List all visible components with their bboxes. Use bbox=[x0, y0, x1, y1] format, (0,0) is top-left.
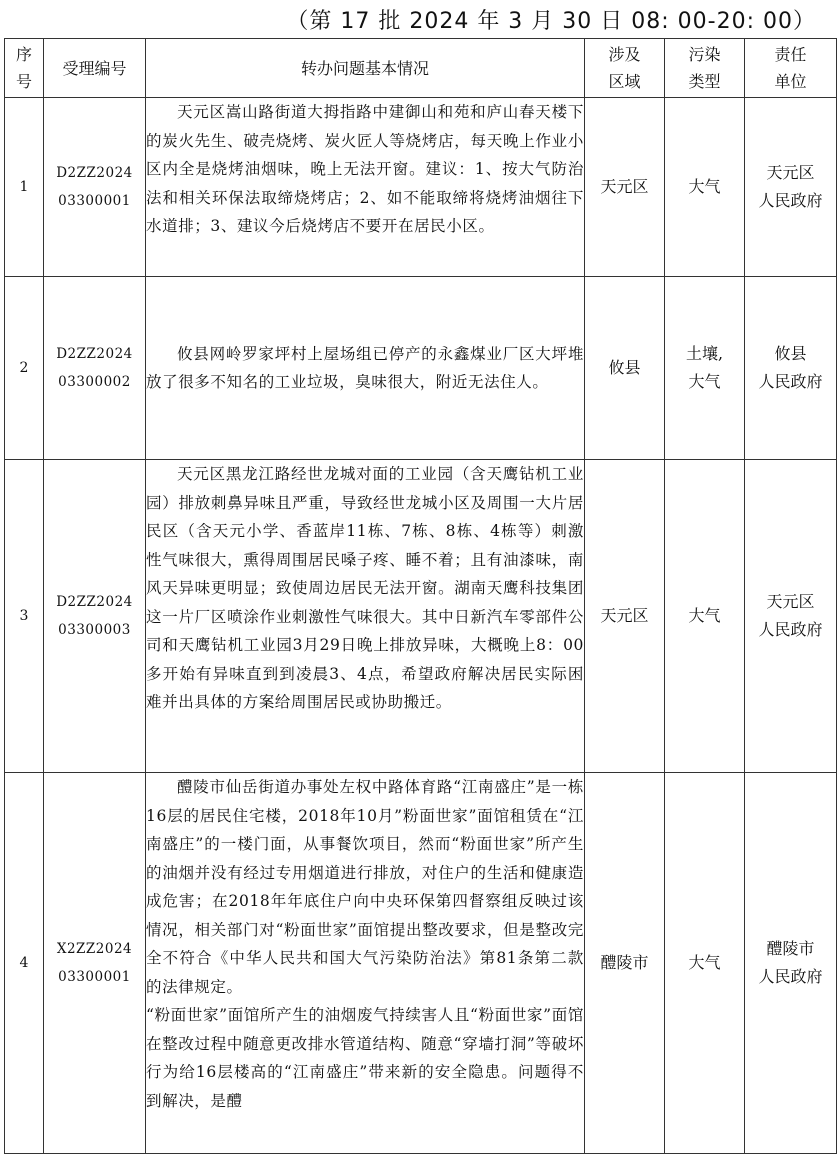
row-area: 攸县 bbox=[585, 277, 665, 460]
row-description: 醴陵市仙岳街道办事处左权中路体育路“江南盛庄”是一栋16层的居民住宅楼，2018年10月”粉面世家”面馆租赁在“江南盛庄”的一楼门面，从事餐饮项目，然而“粉面世家”所产生的油烟并没有经过专用烟道进行排放，对住户的生活和健康造成危害；在2018年年底住户向中央环保第四督察组反映过该情况，相关部门对“粉面世家”面馆提出整改要求，但是整改完全不符合《中华人民共和国大气污染防治法》第81条第二款的法律规定。 “粉面世家”面馆所产生的油烟废气持续害人且“粉面世家”面馆在整改过程中随意更改排水管道结构、随意“穿墙打洞”等破坏行为给16层楼高的“江南盛庄”带来新的安全隐患。问题得不到解决，是醴 bbox=[146, 773, 585, 1154]
table-row bbox=[5, 98, 837, 277]
row-description: 攸县网岭罗家坪村上屋场组已停产的永鑫煤业厂区大坪堆放了很多不知名的工业垃圾，臭味很大，附近无法住人。 bbox=[146, 277, 585, 460]
table-row bbox=[5, 460, 837, 773]
row-pollution-type: 大气 bbox=[665, 98, 745, 277]
header-unit: 责任 单位 bbox=[745, 39, 837, 98]
row-responsible-unit: 醴陵市 人民政府 bbox=[745, 773, 837, 1154]
header-area: 涉及 区域 bbox=[585, 39, 665, 98]
row-area: 醴陵市 bbox=[585, 773, 665, 1154]
header-code: 受理编号 bbox=[44, 39, 146, 98]
row-responsible-unit: 天元区 人民政府 bbox=[745, 98, 837, 277]
row-seq: 2 bbox=[5, 277, 44, 460]
row-pollution-type: 大气 bbox=[665, 773, 745, 1154]
row-seq: 3 bbox=[5, 460, 44, 773]
row-description: 天元区嵩山路街道大拇指路中建御山和苑和庐山春天楼下的炭火先生、破壳烧烤、炭火匠人等烧烤店，每天晚上作业小区内全是烧烤油烟味，晚上无法开窗。建议：1、按大气防治法和相关环保法取缔烧烤店；2、如不能取缔将烧烤油烟往下水道排；3、建议今后烧烤店不要开在居民小区。 bbox=[146, 98, 585, 277]
table-row bbox=[5, 277, 837, 460]
table-header-row bbox=[5, 39, 837, 98]
row-area: 天元区 bbox=[585, 460, 665, 773]
row-responsible-unit: 攸县 人民政府 bbox=[745, 277, 837, 460]
row-responsible-unit: 天元区 人民政府 bbox=[745, 460, 837, 773]
row-pollution-type: 土壤, 大气 bbox=[665, 277, 745, 460]
row-code: D2ZZ2024 03300003 bbox=[44, 460, 146, 773]
row-code: X2ZZ2024 03300001 bbox=[44, 773, 146, 1154]
row-pollution-type: 大气 bbox=[665, 460, 745, 773]
row-description: 天元区黑龙江路经世龙城对面的工业园（含天鹰钻机工业园）排放刺鼻异味且严重，导致经世龙城小区及周围一大片居民区（含天元小学、香蓝岸11栋、7栋、8栋、4栋等）刺激性气味很大，熏得周围居民嗓子疼、睡不着；且有油漆味，南风天异味更明显；致使周边居民无法开窗。湖南天鹰科技集团这一片厂区喷涂作业刺激性气味很大。其中日新汽车零部件公司和天鹰钻机工业园3月29日晚上排放异味，大概晚上8：00多开始有异味直到到凌晨3、4点，希望政府解决居民实际困难并出具体的方案给周围居民或协助搬迁。 bbox=[146, 460, 585, 773]
header-seq: 序 号 bbox=[5, 39, 44, 98]
batch-date-line: （第 17 批 2024 年 3 月 30 日 08: 00-20: 00） bbox=[286, 9, 816, 34]
header-type: 污染 类型 bbox=[665, 39, 745, 98]
row-seq: 4 bbox=[5, 773, 44, 1154]
row-code: D2ZZ2024 03300001 bbox=[44, 98, 146, 277]
complaint-table bbox=[4, 38, 837, 1154]
row-seq: 1 bbox=[5, 98, 44, 277]
header-desc: 转办问题基本情况 bbox=[146, 39, 585, 98]
table-row bbox=[5, 773, 837, 1154]
row-area: 天元区 bbox=[585, 98, 665, 277]
row-code: D2ZZ2024 03300002 bbox=[44, 277, 146, 460]
